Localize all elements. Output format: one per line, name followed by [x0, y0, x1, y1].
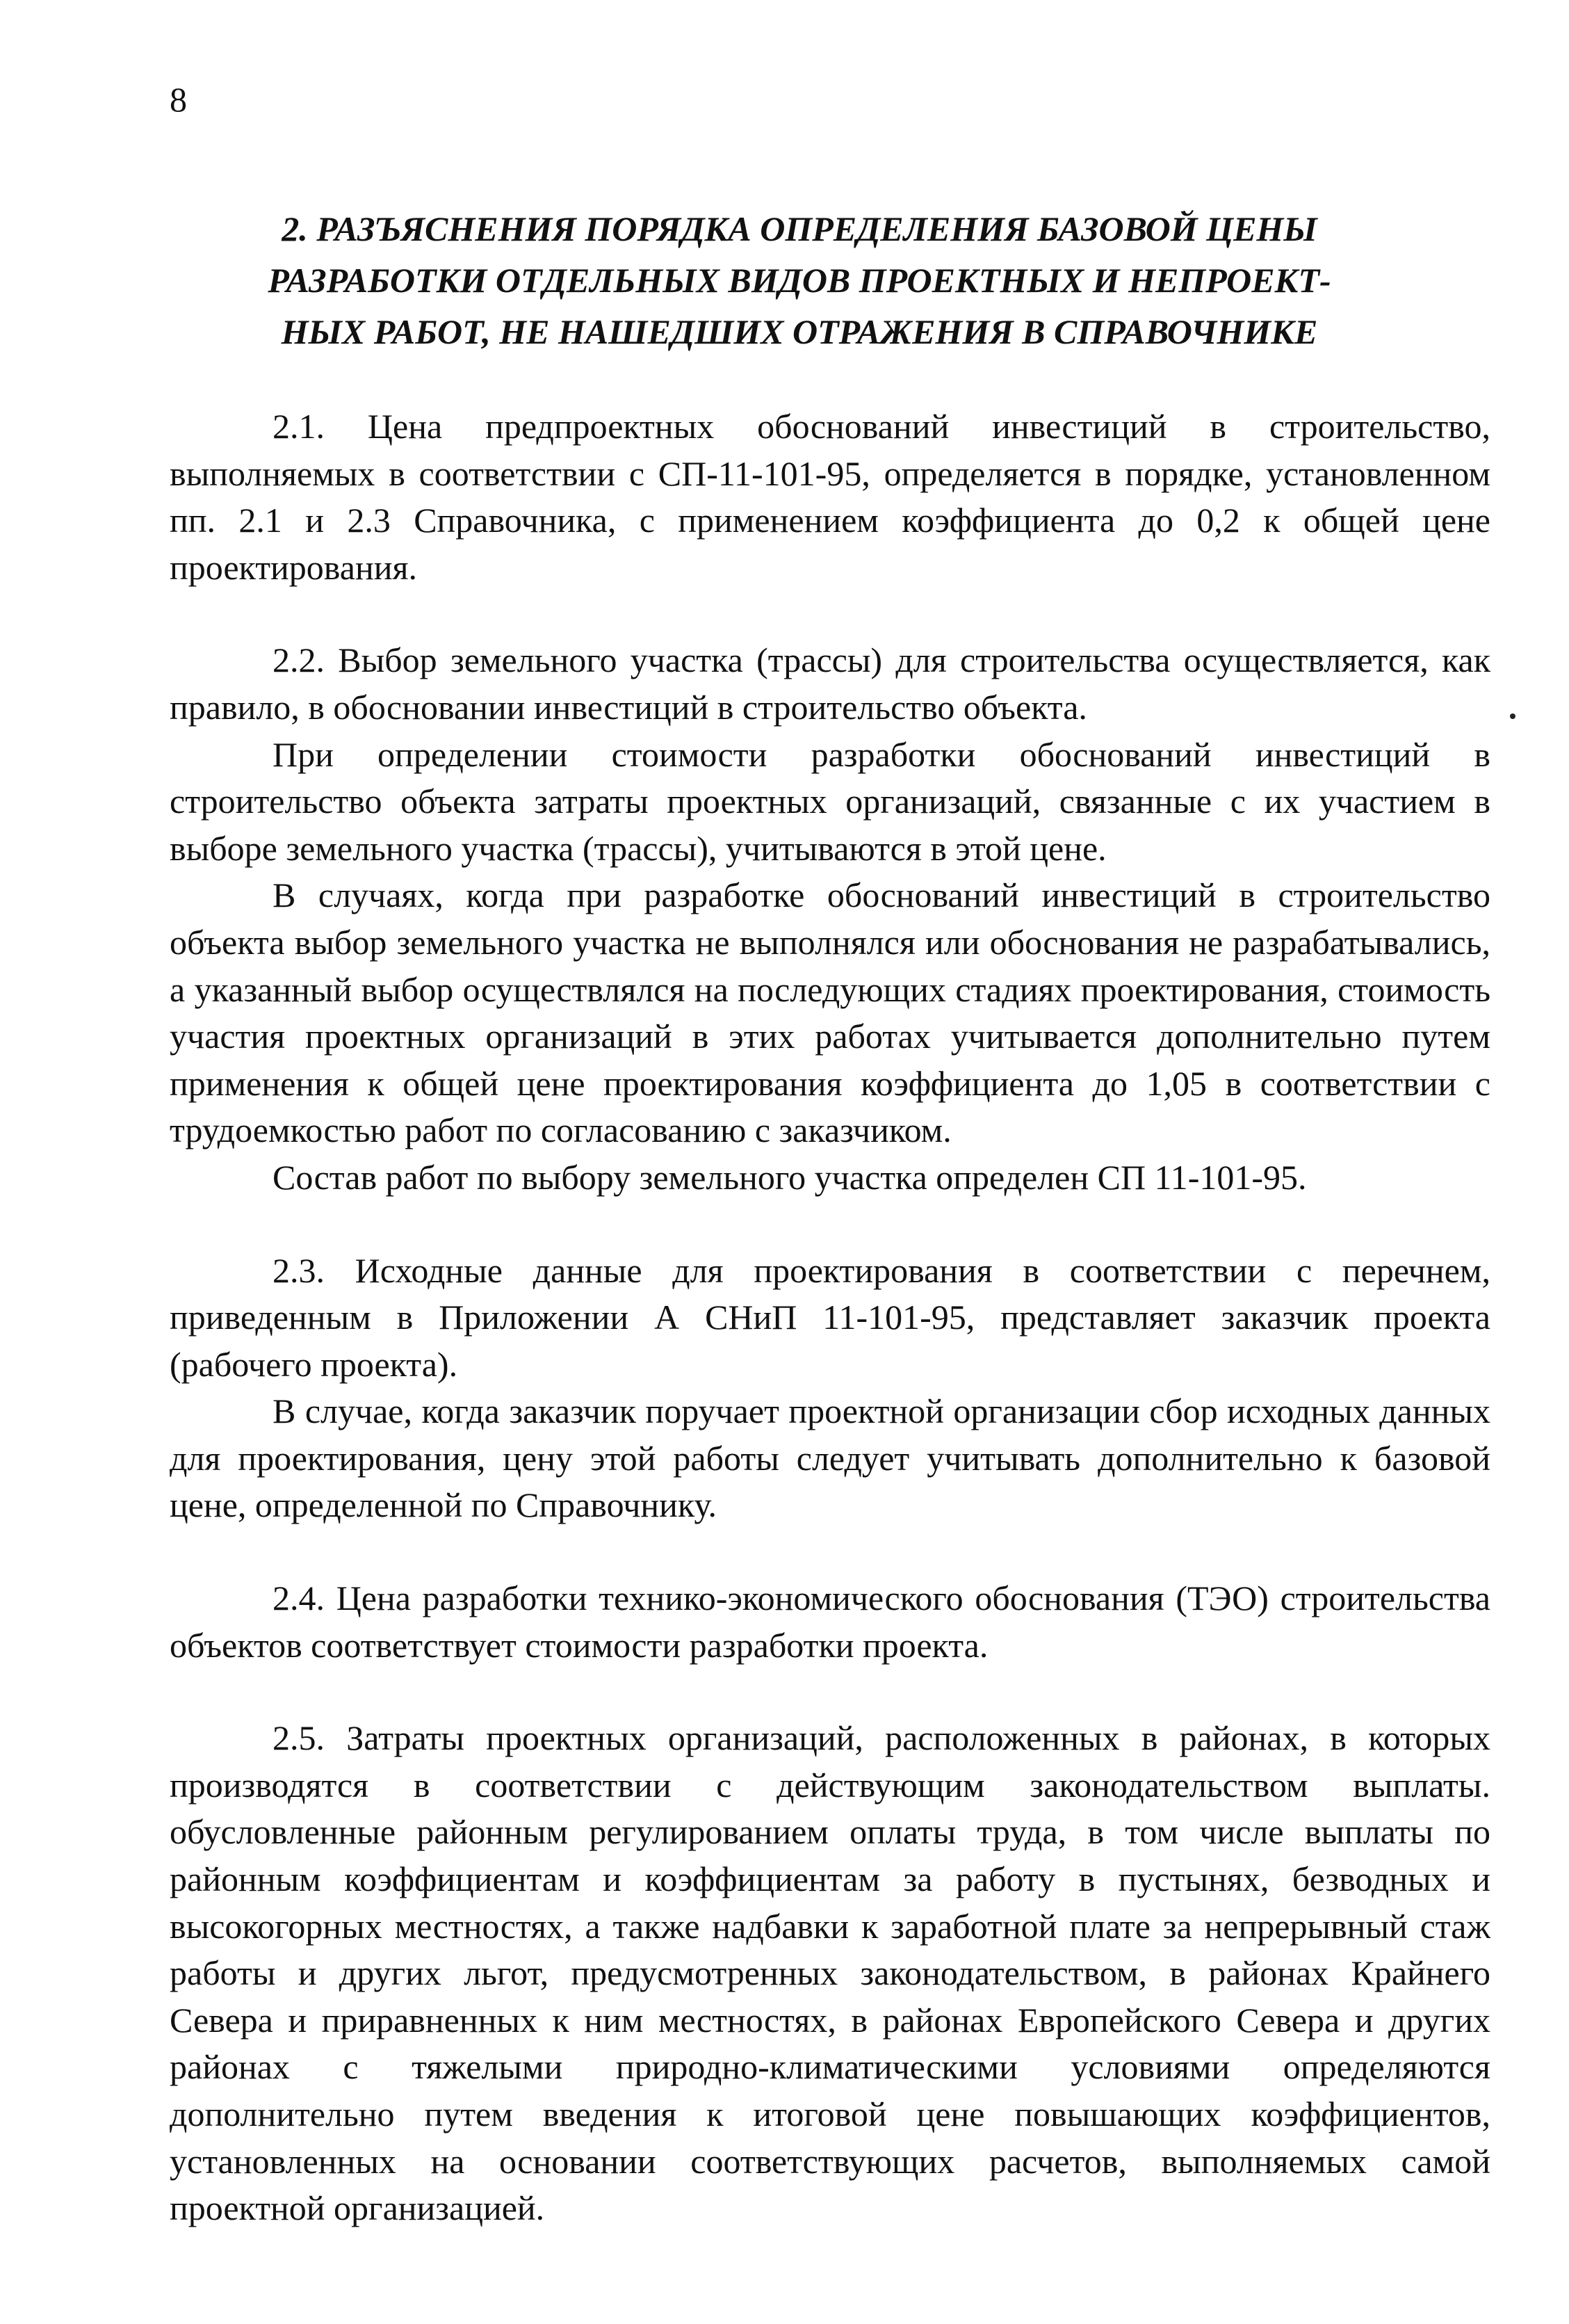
paragraph-2-2-cost: При определении стоимости разработки обоснований инвестиций в строительство объекта затраты проектных организаций, связанные с их участием в выборе земельного участка (трассы), учитываются в этой цене.	[170, 734, 1490, 868]
body-text	[170, 403, 1490, 2232]
heading-line-3: НЫХ РАБОТ, НЕ НАШЕДШИХ ОТРАЖЕНИЯ В СПРАВОЧНИКЕ	[281, 312, 1318, 351]
paragraph-2-2-composition: Состав работ по выбору земельного участка определен СП 11-101-95.	[273, 1157, 1307, 1197]
section-heading	[209, 203, 1390, 357]
paragraph-2-2: 2.2. Выбор земельного участка (трассы) для строительства осуществляется, как правило, в обосновании инвестиций в строительство объекта.	[170, 640, 1490, 727]
paragraph-2-3-case: В случае, когда заказчик поручает проектной организации сбор исходных данных для проектирования, цену этой работы следует учитывать дополнительно к базовой цене, определенной по Справочнику.	[170, 1391, 1490, 1525]
stray-mark	[1510, 713, 1515, 719]
paragraph-2-4: 2.4. Цена разработки технико-экономического обоснования (ТЭО) строительства объектов соответствует стоимости разработки проекта.	[170, 1579, 1490, 1665]
page-number: 8	[170, 80, 187, 119]
paragraph-2-2-cases: В случаях, когда при разработке обоснований инвестиций в строительство объекта выбор земельного участка не выполнялся или обоснования не разрабатывались, а указанный выбор осуществлялся на последующих стадиях проектирования, стоимость участия проектных организаций в этих работах учитывается дополнительно путем применения к общей цене проектирования коэффициента до 1,05 в соответствии с трудоемкостью работ по согласованию с заказчиком.	[170, 875, 1490, 1150]
paragraph-2-1: 2.1. Цена предпроектных обоснований инвестиций в строительство, выполняемых в соответствии с СП-11-101-95, определяется в порядке, установленном пп. 2.1 и 2.3 Справочника, с применением коэффициента до 0,2 к общей цене проектирования.	[170, 407, 1490, 587]
paragraph-2-3: 2.3. Исходные данные для проектирования в соответствии с перечнем, приведенным в Приложении А СНиП 11-101-95, представляет заказчик проекта (рабочего проекта).	[170, 1250, 1490, 1384]
paragraph-2-5: 2.5. Затраты проектных организаций, расположенных в районах, в которых производятся в соответствии с действующим законодательством выплаты. обусловленные районным регулированием оплаты труда, в том числе выплаты по районным коэффициентам и коэффициентам за работу в пустынях, безводных и высокогорных местностях, а также надбавки к заработной плате за непрерывный стаж работы и других льгот, предусмотренных законодательством, в районах Крайнего Севера и приравненных к ним местностях, в районах Европейского Севера и других районах с тяжелыми природно-климатическими условиями определяются дополнительно путем введения к итоговой цене повышающих коэффициентов, установленных на основании соответствующих расчетов, выполняемых самой проектной организацией.	[170, 1718, 1490, 2228]
heading-line-1: 2. РАЗЪЯСНЕНИЯ ПОРЯДКА ОПРЕДЕЛЕНИЯ БАЗОВОЙ ЦЕНЫ	[282, 209, 1317, 248]
heading-line-2: РАЗРАБОТКИ ОТДЕЛЬНЫХ ВИДОВ ПРОЕКТНЫХ И НЕПРОЕКТ-	[268, 261, 1331, 300]
